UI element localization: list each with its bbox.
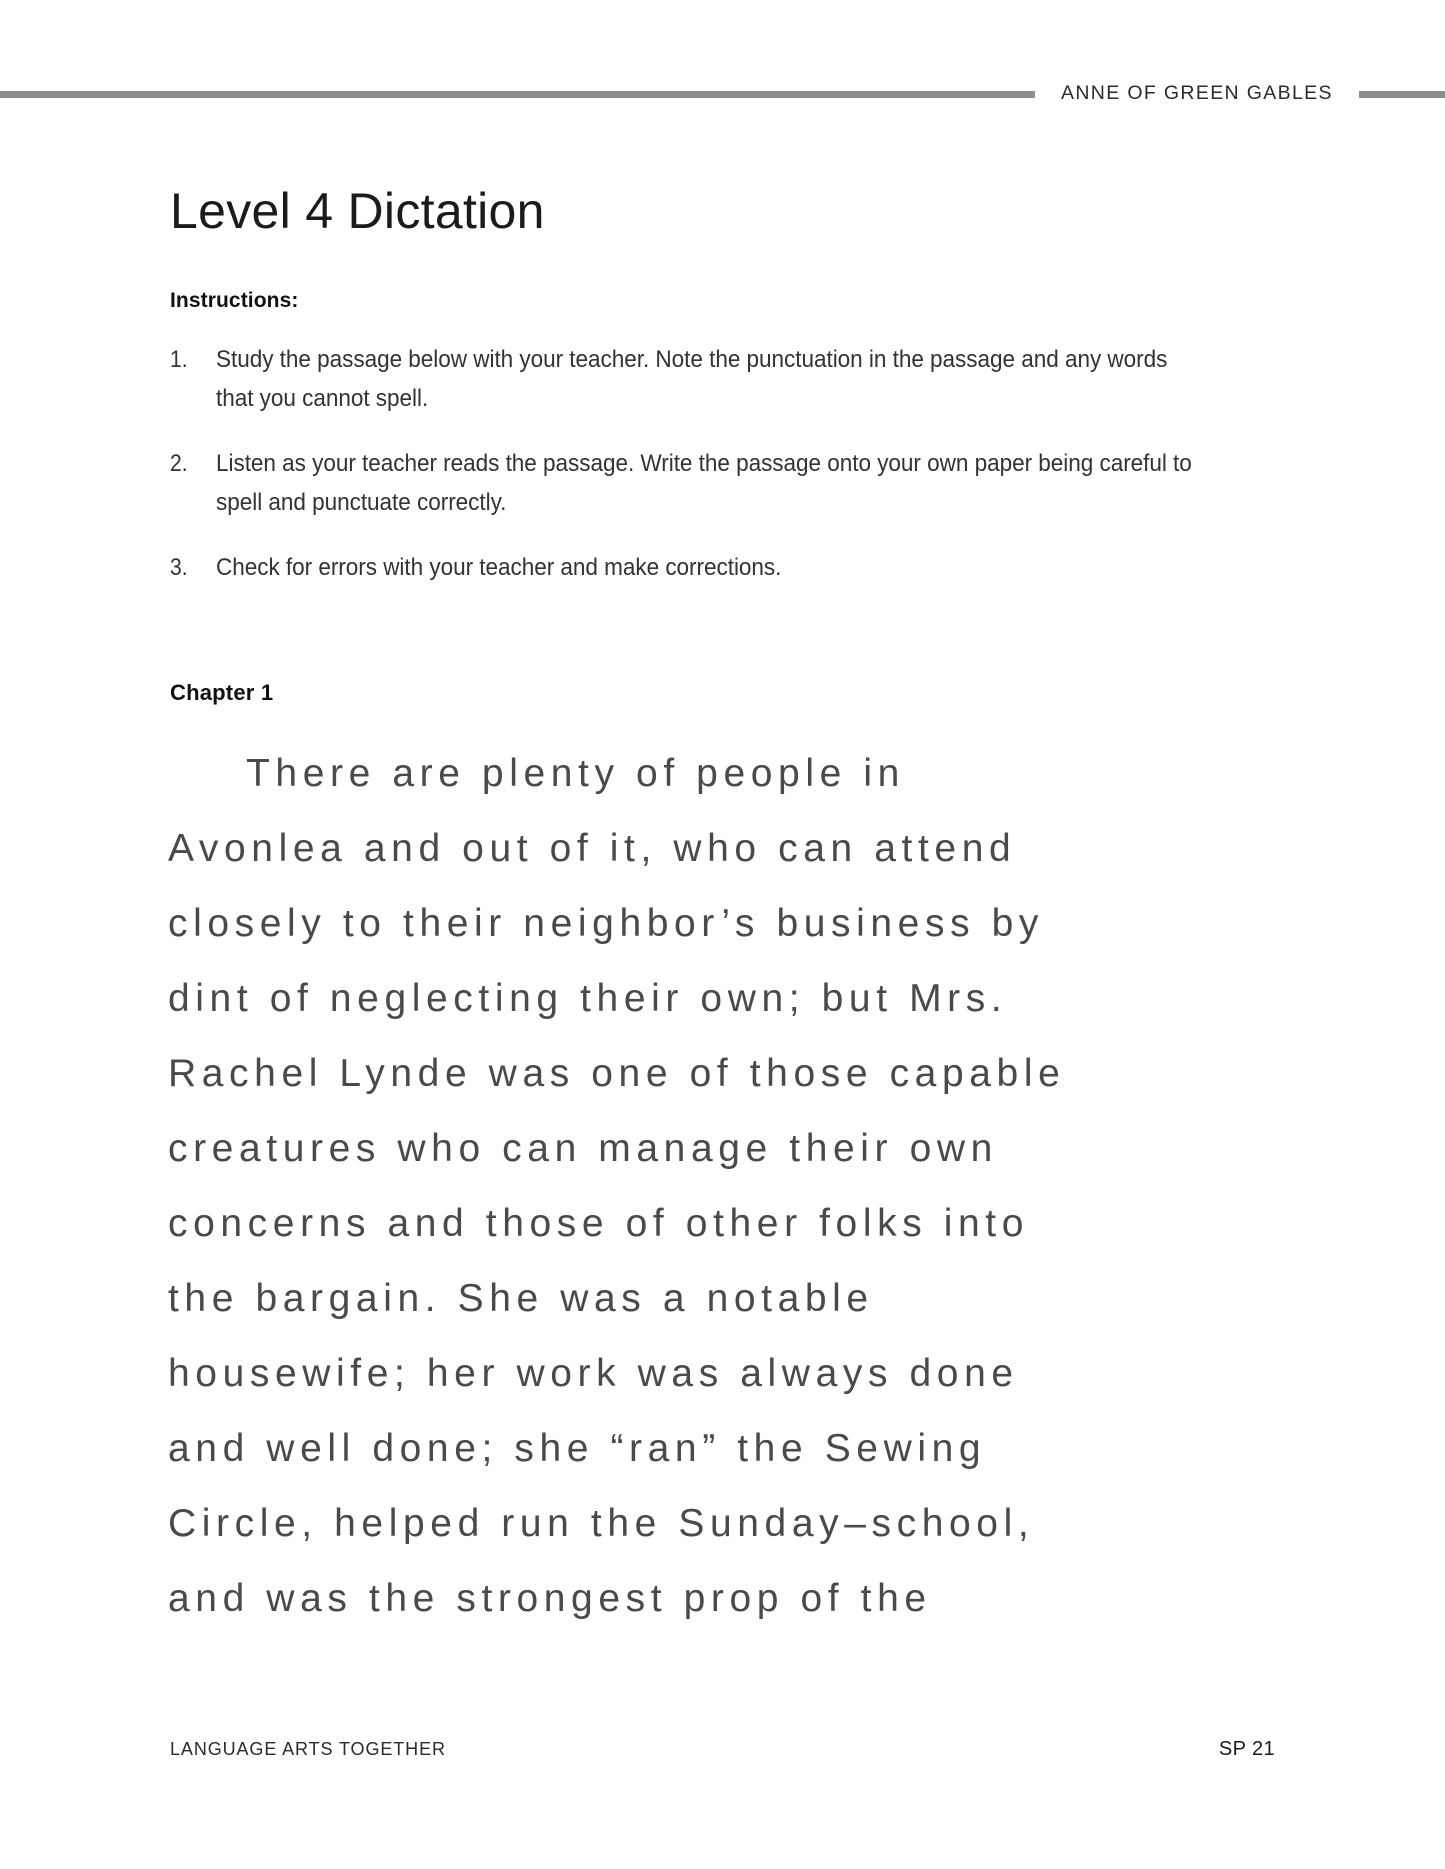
passage-line: Rachel Lynde was one of those capable — [168, 1052, 1066, 1095]
list-item-text: Check for errors with your teacher and make corrections. — [216, 553, 782, 581]
chapter-heading: Chapter 1 — [170, 680, 274, 705]
instructions-heading: Instructions: — [170, 289, 299, 312]
list-item — [170, 549, 1260, 588]
list-item-text: Study the passage below with your teacher. Note the punctuation in the passage and any words that you cannot spell. — [216, 346, 1168, 413]
list-item — [170, 341, 1260, 419]
passage-line: Circle, helped run the Sunday–school, — [168, 1502, 1035, 1545]
dictation-passage — [168, 736, 1266, 1636]
footer-publisher: LANGUAGE ARTS TOGETHER — [170, 1739, 446, 1759]
header-rule-left — [0, 91, 1035, 98]
passage-line: concerns and those of other folks into — [168, 1202, 1030, 1245]
passage-line: the bargain. She was a notable — [168, 1277, 874, 1320]
list-item-number: 3. — [170, 553, 188, 581]
list-item-number: 2. — [170, 449, 188, 477]
passage-line: creatures who can manage their own — [168, 1127, 998, 1170]
header-rule-right — [1359, 91, 1445, 98]
list-item — [170, 445, 1260, 523]
instructions-section — [170, 288, 1260, 588]
list-item-number: 1. — [170, 346, 188, 374]
page-footer — [170, 1738, 1275, 1761]
running-header-title: ANNE OF GREEN GABLES — [1061, 82, 1333, 105]
passage-line: dint of neglecting their own; but Mrs. — [168, 977, 1008, 1020]
passage-line: There are plenty of people in — [246, 752, 905, 795]
passage-line: Avonlea and out of it, who can attend — [168, 827, 1017, 870]
page-title: Level 4 Dictation — [170, 182, 545, 239]
passage-line: and was the strongest prop of the — [168, 1577, 932, 1620]
passage-line: closely to their neighbor’s business by — [168, 902, 1044, 945]
footer-page-number: SP 21 — [1218, 1738, 1275, 1760]
list-item-text: Listen as your teacher reads the passage. Write the passage onto your own paper being careful to spell and punctuate correctly. — [216, 449, 1192, 516]
running-header — [0, 84, 1445, 104]
instructions-list — [170, 341, 1260, 587]
passage-line: housewife; her work was always done — [168, 1352, 1019, 1395]
passage-line: and well done; she “ran” the Sewing — [168, 1427, 987, 1470]
